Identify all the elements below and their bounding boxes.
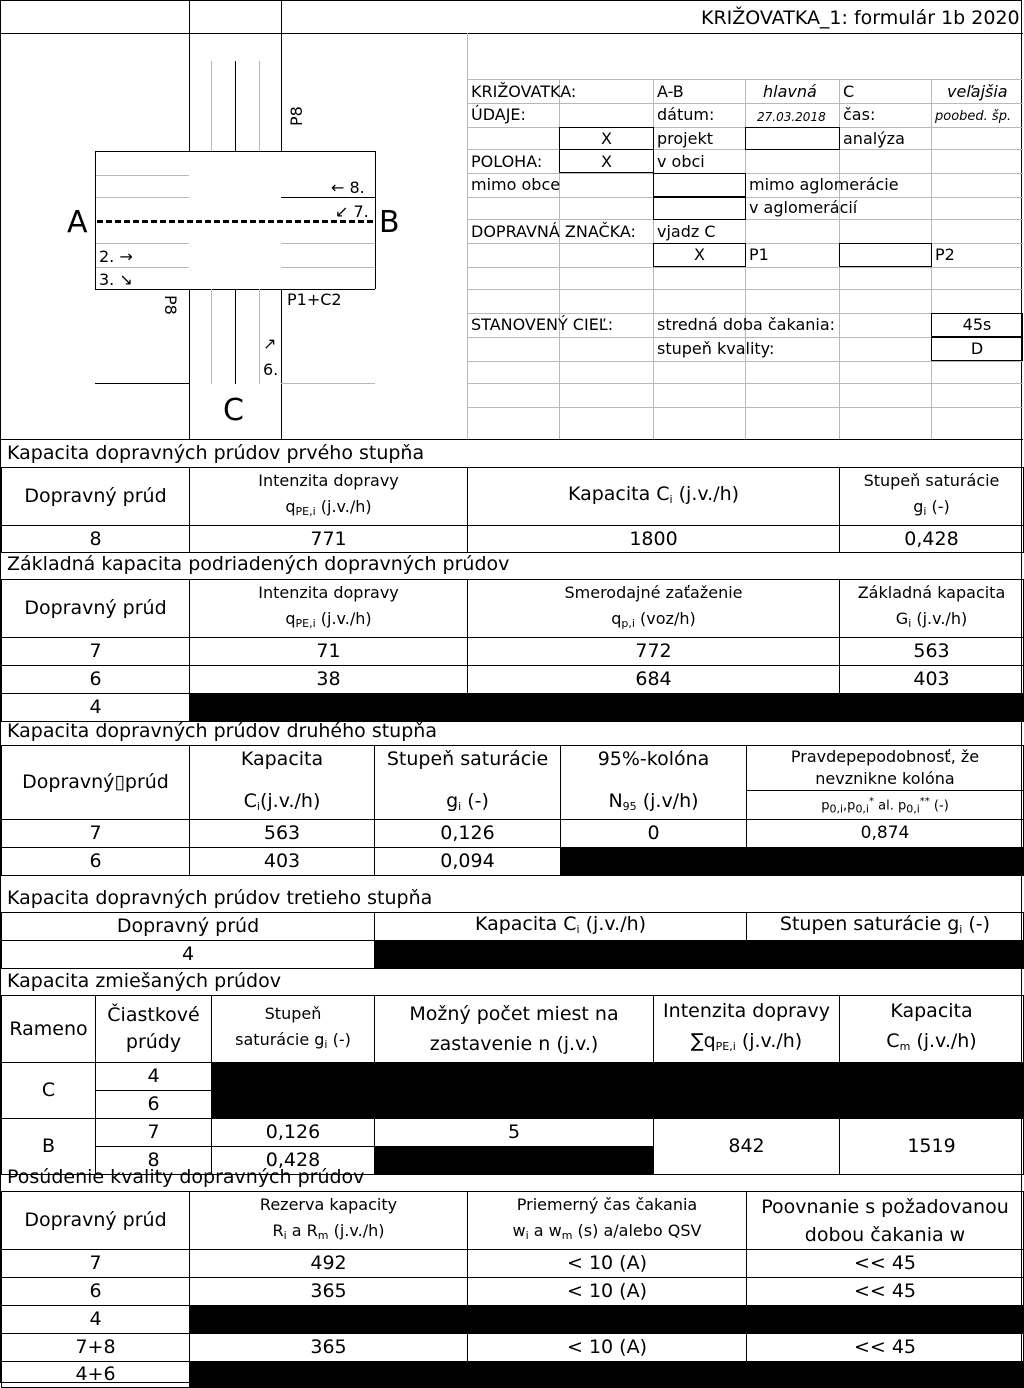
- table-row: 8 771 1800 0,428: [2, 526, 1024, 553]
- analyza-label: analýza: [843, 129, 905, 148]
- header-saturation: Stupeň saturácie $g_i$ (-): [840, 468, 1024, 526]
- quality-assessment-table: Dopravný prúd Rezerva kapacity $R_i$ a $R_m$ (j.v./h) Priemerný čas čakania $w_i$ a $w_m$ (s) a/alebo QSV Poovnanie s požadovanou dobou čakania w 7 492 < 10 (A) << 45 6 365 < 10 (A) << 45 4 7+8 365 < 10 (A) << 45 4+6: [1, 1191, 1024, 1388]
- section-2-title: Základná kapacita podriadených dopravných prúdov: [7, 553, 510, 575]
- table-row: 4: [2, 941, 1024, 969]
- arm-c-label: C: [223, 393, 244, 428]
- v-obci-check: X: [601, 152, 612, 171]
- projekt-label: projekt: [657, 129, 713, 148]
- p8-sign-left: P8: [161, 295, 180, 315]
- flow-6-arrow: ↗: [263, 334, 277, 353]
- mimo-aglomeracie-label: mimo aglomerácie: [749, 175, 899, 194]
- section-5-title: Kapacita zmiešaných prúdov: [7, 970, 281, 992]
- projekt-check: X: [601, 129, 612, 148]
- base-capacity-table: Dopravný prúd Intenzita dopravy $q_{PE,i}$ (j.v./h) Smerodajné zaťaženie $q_{p,i}$ (voz/h) Základná kapacita $G_i$ (j.v./h) 7 71 772 563 6 38 684 403 4: [1, 579, 1024, 722]
- krizovatka-label: KRIŽOVATKA:: [471, 82, 577, 101]
- form-title: KRIŽOVATKA_1: formulár 1b 2020: [701, 7, 1020, 29]
- second-level-capacity-table: Dopravný▯prúd Kapacita $C_i(j.v./h)$ Stupeň saturácie $g_i$ (-) 95%-kolóna $N_{95}$ (j.v/h) Pravdepepodobnosť, že nevznikne kolóna $p_{0,i},p_{0,i}^*$ al. $p_{0,i}^{**}$ (-) 7 563 0,126 0 0,874 6 403 0,094: [1, 745, 1024, 876]
- doba-cakania-value: 45s: [962, 315, 992, 334]
- v-obci-label: v obci: [657, 152, 705, 171]
- flow-7-arrow: ↙ 7.: [335, 202, 369, 221]
- datum-value: 27.03.2018: [757, 110, 826, 124]
- flow-6-label: 6.: [263, 360, 279, 379]
- flow-8-arrow: ← 8.: [331, 178, 365, 197]
- table-row: 7+8 365 < 10 (A) << 45: [2, 1334, 1024, 1362]
- datum-label: dátum:: [657, 105, 715, 124]
- p1-check: X: [694, 245, 705, 264]
- first-level-capacity-table: [1, 467, 1024, 553]
- stanoveny-ciel-label: STANOVENÝ CIEĽ:: [471, 315, 614, 334]
- table-row: B 7 0,126 5 842 1519: [2, 1119, 1024, 1147]
- table-row: 4: [2, 694, 1024, 722]
- krizovatka-minor-road: C: [843, 82, 855, 101]
- cas-value: poobed. šp.: [935, 109, 1012, 124]
- flow-2-arrow: 2. →: [99, 247, 133, 266]
- table-row: 7 563 0,126 0 0,874: [2, 820, 1024, 848]
- section-6-title: Posúdenie kvality dopravných prúdov: [7, 1166, 365, 1188]
- header-intensity: Intenzita dopravy $q_{PE,i}$ (j.v./h): [190, 468, 468, 526]
- poloha-label: POLOHA:: [471, 152, 543, 171]
- arm-a-label: A: [67, 205, 88, 240]
- table-row: 7 71 772 563: [2, 638, 1024, 666]
- table-row: 6 38 684 403: [2, 666, 1024, 694]
- krizovatka-main-road: A-B: [657, 82, 684, 101]
- table-row: 8 0,428: [2, 1147, 1024, 1175]
- p8-sign-top: P8: [287, 106, 306, 126]
- mimo-obce-label: mimo obce: [471, 175, 561, 194]
- arm-b-label: B: [379, 205, 400, 240]
- table-row: 7 492 < 10 (A) << 45: [2, 1250, 1024, 1278]
- header-flow: Dopravný prúd: [2, 468, 190, 526]
- table-row: 6: [2, 1091, 1024, 1119]
- section-4-title: Kapacita dopravných prúdov tretieho stupňa: [7, 887, 433, 909]
- minor-road-label: veľajšia: [947, 82, 1008, 101]
- table-row: 6 365 < 10 (A) << 45: [2, 1278, 1024, 1306]
- header-capacity: Kapacita $C_i$ (j.v./h): [468, 468, 840, 526]
- udaje-label: ÚDAJE:: [471, 105, 526, 124]
- p1-label: P1: [749, 245, 769, 264]
- main-road-label: hlavná: [763, 82, 817, 101]
- p1c2-sign: P1+C2: [287, 290, 342, 309]
- table-row: 4+6: [2, 1362, 1024, 1388]
- vjazd-c-label: vjadz C: [657, 222, 716, 241]
- mixed-flows-table: Rameno Čiastkové prúdy Stupeň saturácie $g_i$ (-) Možný počet miest na zastavenie n (j.v.) Intenzita dopravy $\sum q_{PE,i}$ (j.v./h) Kapacita $C_m$ (j.v./h) C 4 6 B 7 0,126 5 842 1519 8 0,428: [1, 995, 1024, 1175]
- table-row: 4: [2, 1306, 1024, 1334]
- p2-label: P2: [935, 245, 955, 264]
- section-1-title: Kapacita dopravných prúdov prvého stupňa: [7, 442, 425, 464]
- stupen-kvality-label: stupeň kvality:: [657, 339, 775, 358]
- doba-cakania-label: stredná doba čakania:: [657, 315, 836, 334]
- flow-3-arrow: 3. ↘: [99, 270, 133, 289]
- v-aglomeracii-label: v aglomerácií: [749, 198, 858, 217]
- table-row: C 4: [2, 1063, 1024, 1091]
- section-3-title: Kapacita dopravných prúdov druhého stupňa: [7, 720, 437, 742]
- third-level-capacity-table: Dopravný prúd Kapacita $C_i$ (j.v./h) Stupen saturácie $g_i$ (-) 4: [1, 912, 1024, 969]
- cas-label: čas:: [843, 105, 876, 124]
- dopravna-znacka-label: DOPRAVNÁ ZNAČKA:: [471, 222, 636, 241]
- stupen-kvality-value: D: [970, 339, 984, 358]
- table-row: 6 403 0,094: [2, 848, 1024, 876]
